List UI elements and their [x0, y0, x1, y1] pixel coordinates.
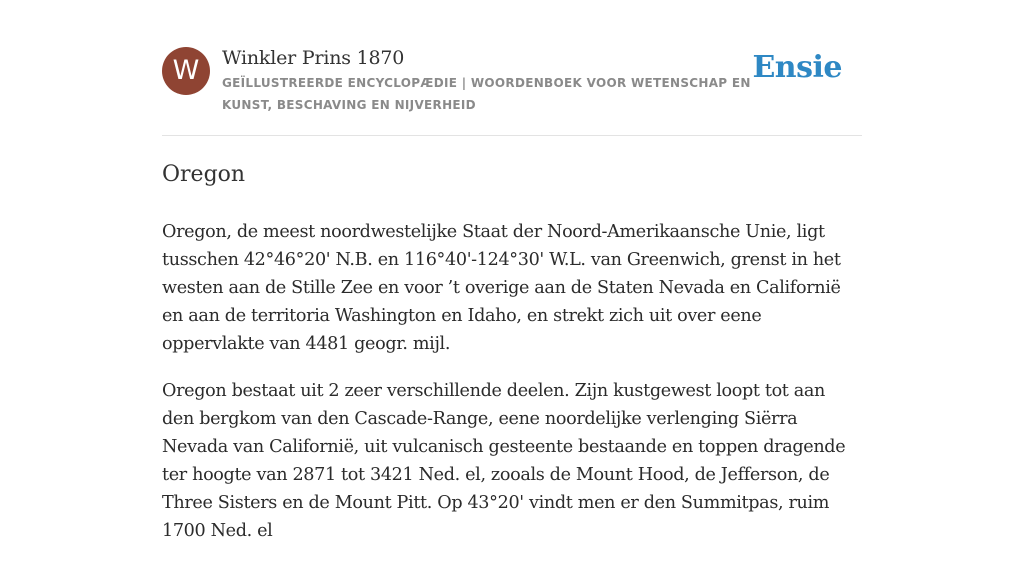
source-title[interactable]: Winkler Prins 1870: [222, 47, 405, 69]
source-avatar[interactable]: W: [162, 47, 210, 95]
header-divider: [162, 135, 862, 136]
article: [162, 158, 862, 564]
source-subtitle: GEÏLLUSTREERDE ENCYCLOPÆDIE | WOORDENBOEK VOOR WETENSCHAP EN KUNST, BESCHAVING EN NIJVERHEID: [222, 76, 751, 112]
source-info: [222, 44, 762, 116]
article-paragraph: Oregon bestaat uit 2 zeer verschillende deelen. Zijn kustgewest loopt tot aan den bergkom van den Cascade-Range, eene noordelijke verlenging Siërra Nevada van Californië, uit vulcanisch gesteente bestaande en toppen dragende ter hoogte van 2871 tot 3421 Ned. el, zooals de Mount Hood, de Jefferson, de Three Sisters en de Mount Pitt. Op 43°20' vindt men er den Summitpas, ruim 1700 Ned. el: [162, 381, 846, 541]
article-paragraph: Oregon, de meest noordwestelijke Staat der Noord-Amerikaansche Unie, ligt tusschen 42°46°20' N.B. en 116°40'-124°30' W.L. van Greenwich, grenst in het westen aan de Stille Zee en voor ’t overige aan de Staten Nevada en Californië en aan de territoria Washington en Idaho, en strekt zich uit over eene oppervlakte van 4481 geogr. mijl.: [162, 222, 841, 354]
article-title: Oregon: [162, 162, 246, 187]
source-header: [162, 44, 862, 124]
ensie-logo[interactable]: Ensie: [752, 50, 842, 85]
